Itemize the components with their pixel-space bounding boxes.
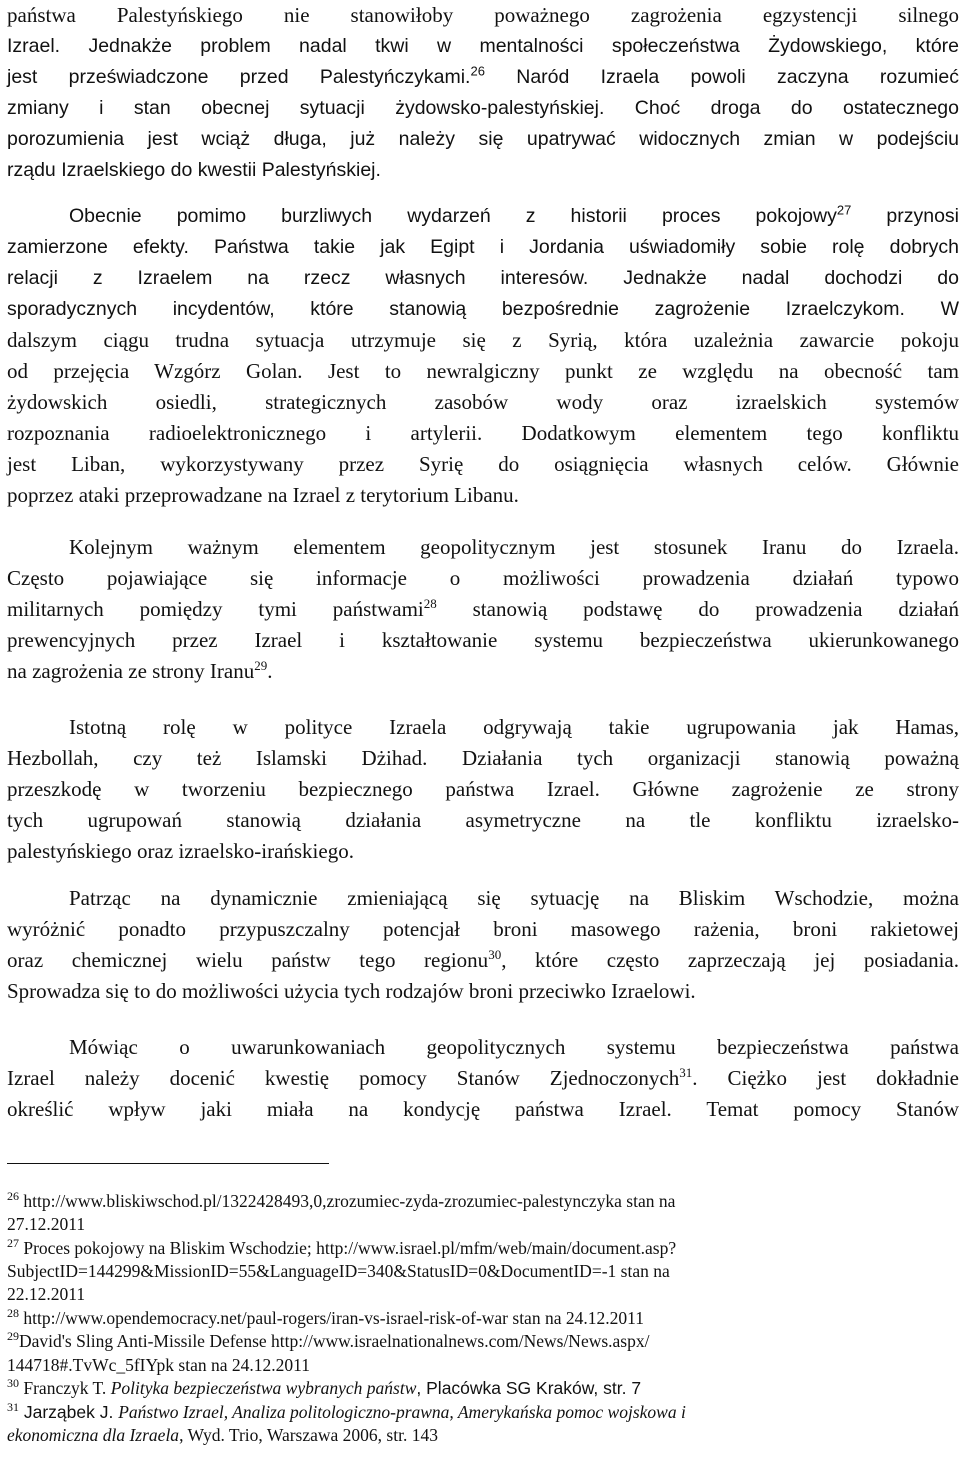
text-run: stanowią podstawę do prowadzenia działań bbox=[436, 597, 960, 621]
footnote-line bbox=[7, 1376, 959, 1400]
text-line bbox=[7, 532, 959, 563]
text-run: na zagrożenia ze strony Iranu bbox=[7, 659, 255, 683]
text-line bbox=[7, 945, 959, 976]
italic-title: ekonomiczna dla Izraela bbox=[7, 1425, 180, 1445]
footnote-reference: 26 bbox=[7, 1189, 19, 1204]
text-run: palestyńskiego oraz izraelsko-irańskiego. bbox=[7, 839, 354, 863]
footnote-line bbox=[7, 1306, 959, 1330]
text-line bbox=[7, 62, 959, 93]
text-line bbox=[7, 418, 959, 449]
text-line bbox=[7, 625, 959, 656]
text-line bbox=[7, 0, 959, 31]
text-line bbox=[7, 883, 959, 914]
text-run: dalszym ciągu trudna sytuacja utrzymuje się z Syrią, która uzależnia zawarcie pokoju bbox=[7, 328, 959, 352]
text-run: zamierzone efekty. Państwa takie jak Egipt i Jordania uświadomiły sobie rolę dobrych bbox=[7, 236, 959, 258]
italic-title: Polityka bezpieczeństwa wybranych państw bbox=[110, 1378, 417, 1398]
text-run: Często pojawiające się informacje o możliwości prowadzenia działań typowo bbox=[7, 566, 959, 590]
text-run: 22.12.2011 bbox=[7, 1284, 86, 1304]
footnote-reference: 28 bbox=[7, 1306, 19, 1321]
footnote-separator bbox=[7, 1163, 329, 1164]
text-run: Proces pokojowy na Bliskim Wschodzie; http://www.israel.pl/mfm/web/main/document.asp? bbox=[19, 1238, 677, 1258]
footnote-reference: 30 bbox=[7, 1376, 19, 1391]
footnote-reference: 31 bbox=[7, 1400, 19, 1415]
text-run: poprzez ataki przeprowadzane na Izrael z terytorium Libanu. bbox=[7, 483, 519, 507]
text-run: jest Liban, wykorzystywany przez Syrię do osiągnięcia własnych celów. Głównie bbox=[7, 452, 959, 476]
text-run: , Placówka SG Kraków, str. 7 bbox=[416, 1378, 642, 1398]
text-run: rozpoznania radioelektronicznego i artylerii. Dodatkowym elementem tego konfliktu bbox=[7, 421, 959, 445]
text-run: 144718#.TvWc_5fIYpk stan na 24.12.2011 bbox=[7, 1355, 310, 1375]
footnote-line bbox=[7, 1423, 959, 1447]
text-run: Hezbollah, czy też Islamski Dżihad. Działania tych organizacji stanowią poważną bbox=[7, 746, 959, 770]
footnote-reference: 29 bbox=[254, 658, 268, 673]
text-run: państwa Palestyńskiego nie stanowiłoby poważnego zagrożenia egzystencji silnego bbox=[7, 3, 959, 27]
text-run: 27.12.2011 bbox=[7, 1214, 86, 1234]
text-line bbox=[7, 712, 959, 743]
text-run: jest przeświadczone przed Palestyńczykami. bbox=[7, 66, 471, 88]
text-run: http://www.bliskiwschod.pl/1322428493,0,zrozumiec-zyda-zrozumiec-palestynczyka stan na bbox=[19, 1191, 676, 1211]
text-run: tych ugrupowań stanowią działania asymetryczne na tle konfliktu izraelsko- bbox=[7, 808, 959, 832]
text-run: , Wyd. Trio, Warszawa 2006, str. 143 bbox=[179, 1425, 438, 1445]
footnote-line bbox=[7, 1259, 959, 1283]
text-run: zmiany i stan obecnej sytuacji żydowsko-palestyńskiej. Choć droga do ostatecznego bbox=[7, 97, 959, 119]
text-line bbox=[7, 563, 959, 594]
footnote-reference: 27 bbox=[7, 1236, 19, 1251]
text-run: Jarząbek J. bbox=[19, 1402, 119, 1422]
text-run: żydowskich osiedli, strategicznych zasobów wody oraz izraelskich systemów bbox=[7, 390, 959, 414]
text-line bbox=[7, 201, 959, 232]
text-line bbox=[7, 31, 959, 62]
text-line bbox=[7, 594, 959, 625]
text-line bbox=[7, 1094, 959, 1125]
text-run: Izrael. Jednakże problem nadal tkwi w mentalności społeczeństwa Żydowskiego, które bbox=[7, 35, 959, 57]
text-run: rządu Izraelskiego do kwestii Palestyńskiej. bbox=[7, 159, 381, 181]
text-run: Naród Izraela powoli zaczyna rozumieć bbox=[484, 66, 959, 88]
text-run: przynosi bbox=[851, 205, 960, 227]
footnote-line bbox=[7, 1329, 959, 1353]
footnote-line bbox=[7, 1189, 959, 1213]
text-run: Sprowadza się to do możliwości użycia tych rodzajów broni przeciwko Izraelowi. bbox=[7, 979, 696, 1003]
text-run: Patrząc na dynamicznie zmieniającą się sytuację na Bliskim Wschodzie, można bbox=[69, 886, 959, 910]
text-line bbox=[7, 976, 959, 1007]
text-run: Kolejnym ważnym elementem geopolitycznym jest stosunek Iranu do Izraela. bbox=[69, 535, 959, 559]
footnote-reference: 28 bbox=[423, 596, 437, 611]
footnote-line bbox=[7, 1236, 959, 1260]
footnote-reference: 30 bbox=[488, 947, 502, 962]
text-line bbox=[7, 294, 959, 325]
text-run: Istotną rolę w polityce Izraela odgrywają takie ugrupowania jak Hamas, bbox=[69, 715, 959, 739]
footnote-line bbox=[7, 1212, 959, 1236]
text-line bbox=[7, 656, 959, 687]
text-line bbox=[7, 1063, 959, 1094]
text-line bbox=[7, 155, 959, 186]
text-run: SubjectID=144299&MissionID=55&LanguageID=340&StatusID=0&DocumentID=-1 stan na bbox=[7, 1261, 670, 1281]
text-run: Obecnie pomimo burzliwych wydarzeń z historii proces pokojowy bbox=[69, 205, 837, 227]
text-line bbox=[7, 93, 959, 124]
text-line bbox=[7, 232, 959, 263]
text-run: . Ciężko jest dokładnie bbox=[692, 1066, 959, 1090]
footnote-reference: 29 bbox=[7, 1329, 19, 1344]
text-run: prewencyjnych przez Izrael i kształtowanie systemu bezpieczeństwa ukierunkowanego bbox=[7, 628, 959, 652]
footnote-line bbox=[7, 1353, 959, 1377]
italic-title: Państwo Izrael, Analiza politologiczno-prawna, Amerykańska pomoc wojskowa i bbox=[118, 1402, 686, 1422]
text-line bbox=[7, 836, 959, 867]
text-run: David's Sling Anti-Missile Defense http://www.israelnationalnews.com/News/News.aspx/ bbox=[19, 1331, 650, 1351]
text-line bbox=[7, 356, 959, 387]
text-line bbox=[7, 387, 959, 418]
text-run: http://www.opendemocracy.net/paul-rogers/iran-vs-israel-risk-of-war stan na 24.12.2011 bbox=[19, 1308, 644, 1328]
text-line bbox=[7, 805, 959, 836]
text-line bbox=[7, 1032, 959, 1063]
text-run: sporadycznych incydentów, które stanowią bezpośrednie zagrożenie Izraelczykom. W bbox=[7, 298, 959, 320]
footnote-line bbox=[7, 1400, 959, 1424]
footnote-reference: 31 bbox=[679, 1065, 693, 1080]
text-run: przeszkodę w tworzeniu bezpiecznego państwa Izrael. Główne zagrożenie ze strony bbox=[7, 777, 959, 801]
text-run: od przejęcia Wzgórz Golan. Jest to newralgiczny punkt ze względu na obecność tam bbox=[7, 359, 959, 383]
text-run: militarnych pomiędzy tymi państwami bbox=[7, 597, 424, 621]
text-run: porozumienia jest wciąż długa, już należy się upatrywać widocznych zmian w podejściu bbox=[7, 128, 959, 150]
footnote-line bbox=[7, 1282, 959, 1306]
text-line bbox=[7, 914, 959, 945]
text-run: . bbox=[267, 659, 273, 683]
text-line bbox=[7, 263, 959, 294]
text-run: oraz chemicznej wielu państw tego regionu bbox=[7, 948, 489, 972]
text-run: , które często zaprzeczają jej posiadania. bbox=[501, 948, 959, 972]
footnote-reference: 26 bbox=[470, 63, 485, 79]
text-line bbox=[7, 124, 959, 155]
footnote-reference: 27 bbox=[836, 202, 852, 218]
text-run: Franczyk T. bbox=[19, 1378, 111, 1398]
text-run: wyróżnić ponadto przypuszczalny potencjał broni masowego rażenia, broni rakietowej bbox=[7, 917, 959, 941]
text-run: Izrael należy docenić kwestię pomocy Stanów Zjednoczonych bbox=[7, 1066, 680, 1090]
text-run: relacji z Izraelem na rzecz własnych interesów. Jednakże nadal dochodzi do bbox=[7, 267, 959, 289]
text-run: Mówiąc o uwarunkowaniach geopolitycznych systemu bezpieczeństwa państwa bbox=[69, 1035, 959, 1059]
text-line bbox=[7, 449, 959, 480]
text-line bbox=[7, 480, 959, 511]
text-line bbox=[7, 774, 959, 805]
text-run: określić wpływ jaki miała na kondycję państwa Izrael. Temat pomocy Stanów bbox=[7, 1097, 959, 1121]
text-line bbox=[7, 743, 959, 774]
text-line bbox=[7, 325, 959, 356]
